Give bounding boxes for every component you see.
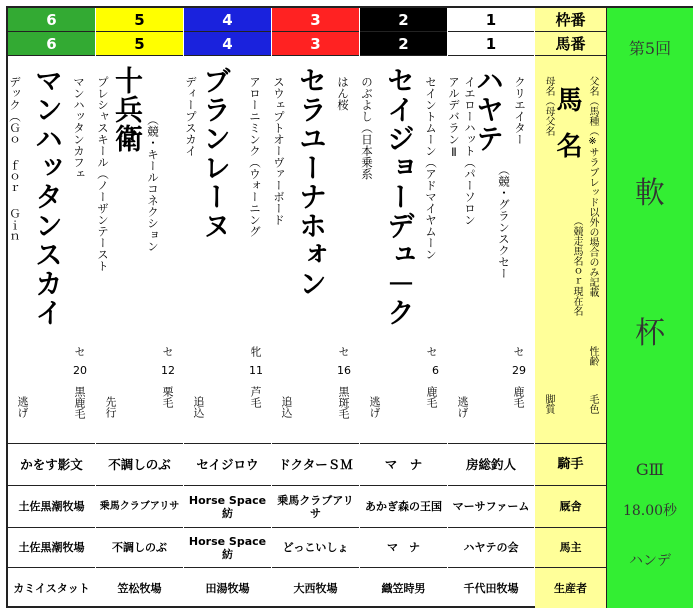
sire-name: デック（Ｇｏ ｆｏｒ Ｇｉｎ [8,76,22,242]
sire-name: プレシャスキール（ノーザンテースト [96,76,110,272]
running-style: 逃げ [368,396,381,418]
race-time: 18.00秒 [622,503,678,519]
coat-label: 毛色 [587,394,598,414]
horse-coat: 鹿毛 [512,386,525,408]
dam-name: イエローハット（パーソロン [463,76,477,226]
owner: 土佐黒潮牧場 [8,528,95,568]
stable: あかぎ森の王国 [360,486,447,528]
waku-number: 1 [448,8,534,32]
horse-coat: 栗毛 [161,386,174,408]
horse-age: 6 [432,364,439,377]
owner: どっこいしょ [272,528,359,568]
sex-age-label: 性齢 [587,346,598,366]
running-style: 追込 [192,396,205,418]
horse-sex: 牝 [249,346,262,357]
horse-sex: セ [161,346,174,357]
dam-label: 母名（母父名 [543,76,554,136]
dam-name: アローニミンク（ウォーニング [248,76,262,237]
horse-age: 11 [249,364,263,377]
sire-name: のぶよし（日本乗系 [360,76,374,180]
waku-number: 4 [184,8,271,32]
race-number: 第5回 [628,39,672,58]
horse-sex: セ [425,346,438,357]
legend-column [535,8,607,608]
stable: 土佐黒潮牧場 [8,486,95,528]
horse-info [8,56,95,444]
breeder-label: 生産者 [535,568,606,608]
horse-coat: 黒斑毛 [337,386,350,419]
horse-info [272,56,359,444]
name-label: 馬名 [552,86,582,178]
stable-label: 厩舎 [535,486,606,528]
umaban-number: 1 [448,32,534,56]
race-grade: GⅢ [635,460,665,479]
owner: 不調しのぶ [96,528,183,568]
horse-coat: 芦毛 [249,386,262,408]
horse-age: 12 [161,364,175,377]
style-label: 脚質 [543,394,554,414]
waku-header: 枠番 [535,8,606,32]
sire-label: 父名（馬種（※サラブレッド以外の場合のみ記載 [587,76,598,297]
umaban-number: 5 [96,32,183,56]
breeder: 笠松牧場 [117,581,162,595]
breeder: 織笠時男 [381,581,426,595]
jockey-label: 騎手 [535,444,606,486]
horse-info [96,56,183,444]
horse-info [360,56,447,444]
running-style: 逃げ [456,396,469,418]
horse-sex: セ [512,346,525,357]
horse-sex: セ [73,346,86,357]
umaban-number: 6 [8,32,95,56]
sire-name-alt: アルデバランⅡ [447,76,461,159]
breeder: 大西牧場 [293,581,338,595]
dam-name: （競・キールコネクション [146,114,160,252]
stable: Horse Space紡 [184,486,271,528]
race-name-char-1: 軟 [635,176,665,211]
race-card [6,6,693,608]
waku-number: 5 [96,8,183,32]
horse-name: セイジョーデュ－ク [383,66,416,327]
waku-number: 3 [272,8,359,32]
horse-name: ハヤテ [472,66,505,153]
jockey: ドクターＳＭ [272,444,359,486]
dam-pedigree: （競・グランスクセー [497,164,511,279]
horse-age: 29 [512,364,526,377]
stable: 乗馬クラブアリサ [96,486,183,528]
horse-sex: セ [337,346,350,357]
horse-name: セラユーナホォン [295,66,328,298]
jockey: 不調しのぶ [96,444,183,486]
name-sublabel: （競走馬名ｏｒ現在名 [571,216,582,316]
owner-label: 馬主 [535,528,606,568]
race-condition: ハンデ [629,553,671,569]
race-info-panel [607,8,693,608]
jockey: マ ナ [360,444,447,486]
sire-name: スウェプトオーヴァーボード [272,76,286,226]
horse-coat: 鹿毛 [425,386,438,408]
dam-name: はん桜 [336,76,350,111]
umaban-number: 4 [184,32,271,56]
horse-coat: 黒鹿毛 [73,386,86,419]
umaban-number: 2 [360,32,447,56]
breeder: 田湯牧場 [205,581,250,595]
jockey: 房総釣人 [448,444,534,486]
umaban-number: 3 [272,32,359,56]
sire-name: クリエイター [513,76,527,145]
horse-name: ブランレーヌ [199,66,232,240]
race-name-char-2: 杯 [635,316,665,351]
horse-info [184,56,271,444]
umaban-header: 馬番 [535,32,606,56]
dam-name: マンハッタンカフェ [72,76,86,180]
jockey: セイジロウ [184,444,271,486]
owner: マ ナ [360,528,447,568]
horse-name: マンハッタンスカイ [31,66,64,327]
horse-age: 20 [73,364,87,377]
stable: マーサファーム [448,486,534,528]
waku-number: 6 [8,8,95,32]
running-style: 追込 [280,396,293,418]
breeder: カミイスタット [13,581,90,595]
horse-info [448,56,534,444]
breeder: 千代田牧場 [463,581,519,595]
owner: ハヤテの会 [448,528,534,568]
horse-age: 16 [337,364,351,377]
waku-number: 2 [360,8,447,32]
owner: Horse Space紡 [184,528,271,568]
sire-name: ディープスカイ [184,76,198,157]
running-style: 先行 [104,396,117,418]
stable: 乗馬クラブアリサ [272,486,359,528]
dam-name: セイントムーン（アドマイヤムーン [424,76,438,260]
legend-info [535,56,606,444]
running-style: 逃げ [16,396,29,418]
jockey: かをす影文 [8,444,95,486]
horse-name: 十兵衛 [111,66,144,153]
